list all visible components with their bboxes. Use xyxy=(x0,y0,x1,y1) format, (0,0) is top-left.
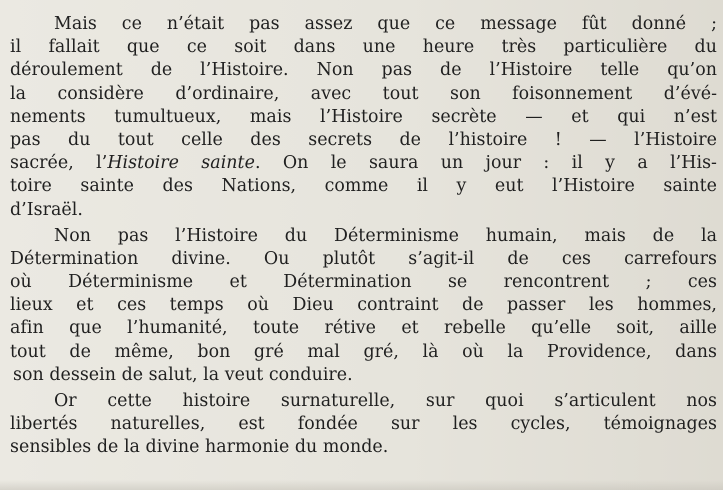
text-line: lieux et ces temps où Dieu contraint de passer les hommes, xyxy=(10,295,717,316)
text-line: Détermination divine. Ou plutôt s’agit-il de ces carrefours xyxy=(10,248,717,269)
text-line: il fallait que ce soit dans une heure très particulière du xyxy=(10,37,717,58)
text-line-italic: sacrée, l’Histoire sainte. On le saura un jour : il y a l’His- xyxy=(10,153,717,174)
text-line: afin que l’humanité, toute rétive et rebelle qu’elle soit, aille xyxy=(10,318,717,339)
text-line: sensibles de la divine harmonie du monde. xyxy=(10,437,389,458)
text-line: Or cette histoire surnaturelle, sur quoi s’articulent nos xyxy=(54,391,717,411)
paragraph-1 xyxy=(10,13,717,222)
text-line: son dessein de salut, la veut conduire. xyxy=(13,364,353,385)
paragraph-3 xyxy=(10,390,717,460)
paragraph-2 xyxy=(10,225,717,387)
text-line: pas du tout celle des secrets de l’histoire ! — l’Histoire xyxy=(10,129,717,150)
text-line: la considère d’ordinaire, avec tout son foisonnement d’évé- xyxy=(10,83,717,104)
text-line: d’Israël. xyxy=(10,199,83,220)
text-line: tout de même, bon gré mal gré, là où la Providence, dans xyxy=(10,341,717,362)
italic-phrase: Histoire sainte xyxy=(107,153,255,174)
text-line: Mais ce n’était pas assez que ce message fût donné ; xyxy=(54,14,717,34)
text-line: déroulement de l’Histoire. Non pas de l’Histoire telle qu’on xyxy=(10,60,717,81)
text-line: toire sainte des Nations, comme il y eut l’Histoire sainte xyxy=(10,176,717,197)
text-line: où Déterminisme et Détermination se rencontrent ; ces xyxy=(10,272,717,293)
text-line: Non pas l’Histoire du Déterminisme humain, mais de la xyxy=(54,225,717,246)
text-line: nements tumultueux, mais l’Histoire secrète — et qui n’est xyxy=(10,106,717,127)
text-line: libertés naturelles, est fondée sur les cycles, témoignages xyxy=(10,414,717,435)
page-shadow xyxy=(0,480,723,490)
